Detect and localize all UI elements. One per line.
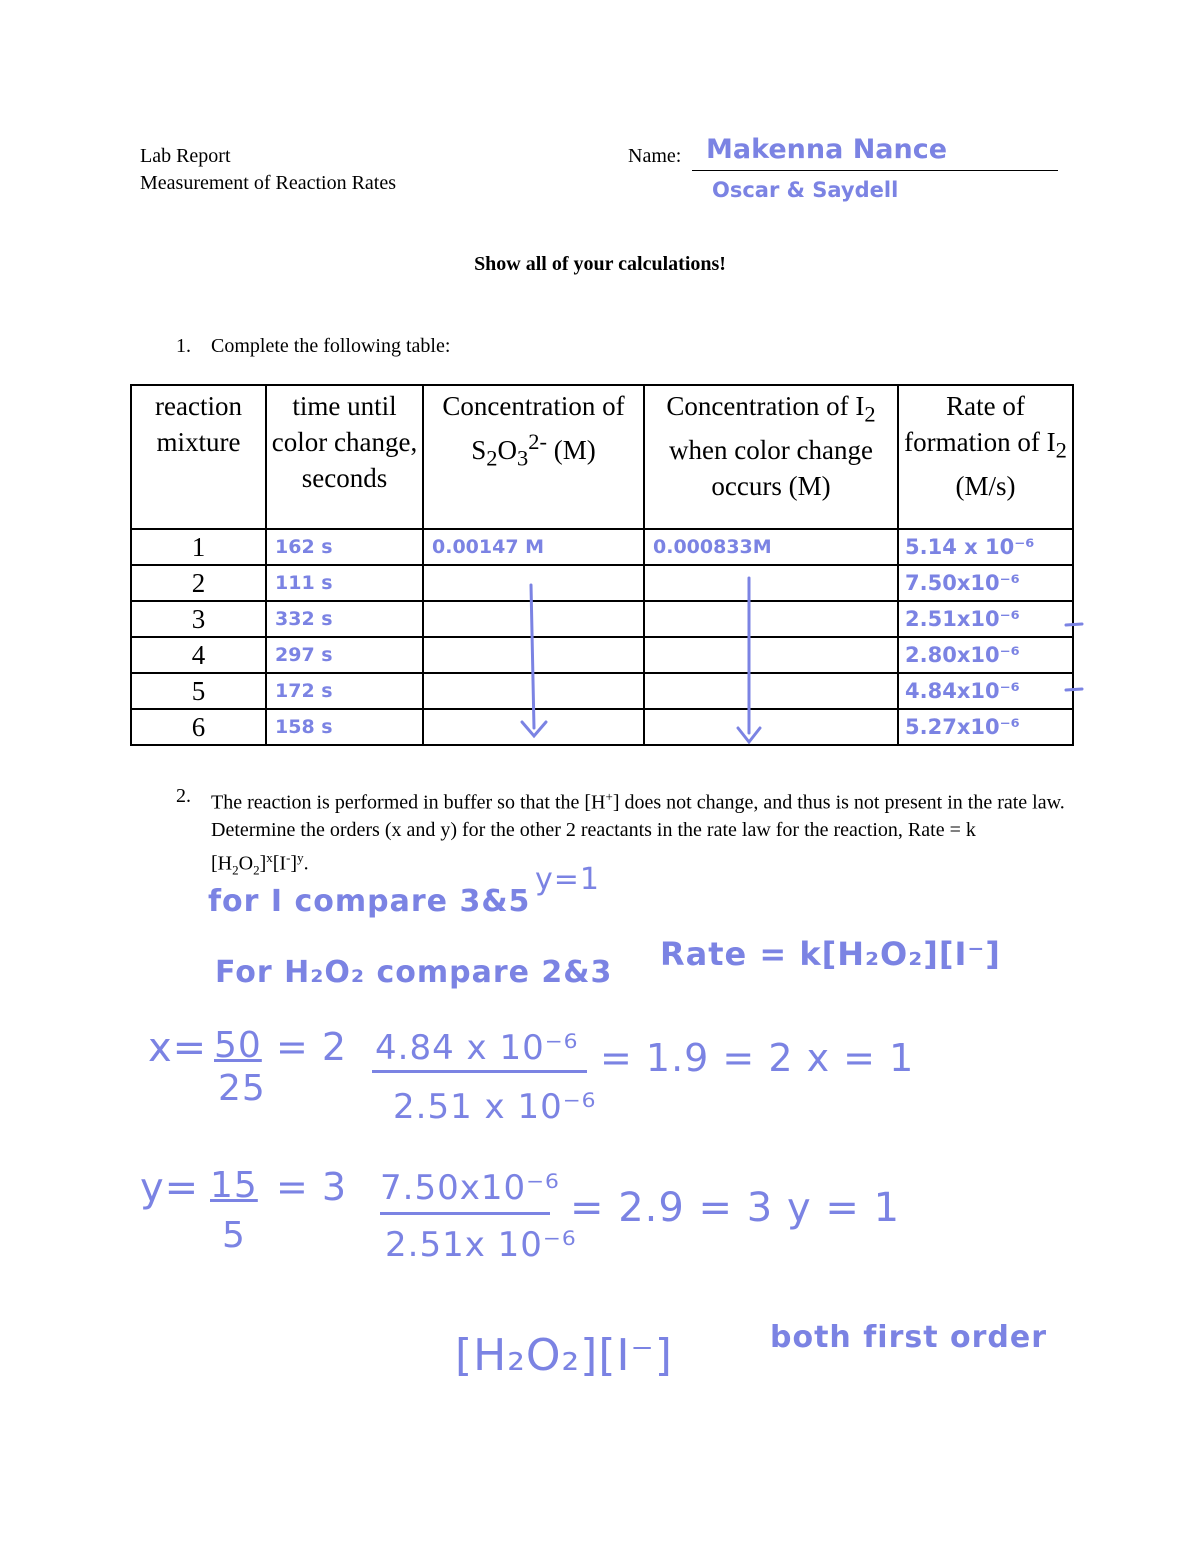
work-x-fraction-bar xyxy=(372,1070,587,1073)
question-1-number: 1. xyxy=(176,335,191,357)
header-reaction-mixture: reaction mixture xyxy=(131,385,266,529)
tick-mark xyxy=(1066,689,1082,690)
partner-names-handwritten: Oscar & Saydell xyxy=(712,178,899,202)
question-1-text: Complete the following table: xyxy=(211,335,451,357)
cell-rate: 5.14 x 10⁻⁶ xyxy=(898,529,1073,565)
work-y-ratio-den: 2.51x 10⁻⁶ xyxy=(385,1225,577,1265)
name-label: Name: xyxy=(628,145,682,167)
work-x-ratio-den: 2.51 x 10⁻⁶ xyxy=(393,1087,597,1127)
cell-rate: 7.50x10⁻⁶ xyxy=(898,565,1073,601)
work-final-rate-law: [H₂O₂][I⁻] xyxy=(455,1330,673,1381)
down-arrow-s2o3 xyxy=(531,585,534,728)
work-y-fraction-den: 5 xyxy=(222,1215,246,1256)
cell-mixture: 2 xyxy=(131,565,266,601)
header-thiosulfate-concentration: Concentration of $S_2O_3^{2-}$ (M) xyxy=(423,385,644,529)
work-y-label: y= xyxy=(140,1165,200,1211)
work-x-ratio-num: 4.84 x 10⁻⁶ xyxy=(375,1028,579,1068)
work-compare-i: for I compare 3&5 xyxy=(208,884,531,919)
work-x-fraction-den: 25 xyxy=(218,1068,266,1109)
lab-subtitle: Measurement of Reaction Rates xyxy=(140,172,397,194)
cell-rate: 2.51x10⁻⁶ xyxy=(898,601,1073,637)
work-final-order: both first order xyxy=(770,1320,1048,1355)
cell-time: 172 s xyxy=(266,673,423,709)
work-x-result: = 2 xyxy=(276,1025,348,1069)
cell-time: 297 s xyxy=(266,637,423,673)
cell-i2: 0.000833M xyxy=(644,529,898,565)
work-y-ratio-num: 7.50x10⁻⁶ xyxy=(380,1168,560,1208)
cell-time: 332 s xyxy=(266,601,423,637)
work-y-fraction-bar xyxy=(380,1212,550,1215)
cell-mixture: 4 xyxy=(131,637,266,673)
work-x-fraction-num: 50 xyxy=(214,1025,262,1066)
cell-mixture: 6 xyxy=(131,709,266,745)
student-name-handwritten: Makenna Nance xyxy=(706,134,948,165)
instruction-heading: Show all of your calculations! xyxy=(474,253,726,275)
work-compare-h2o2: For H₂O₂ compare 2&3 xyxy=(215,955,613,990)
cell-mixture: 1 xyxy=(131,529,266,565)
cell-rate: 5.27x10⁻⁶ xyxy=(898,709,1073,745)
work-y-conclusion: = 2.9 = 3 y = 1 xyxy=(570,1185,901,1231)
cell-mixture: 3 xyxy=(131,601,266,637)
work-y-result: = 3 xyxy=(276,1165,348,1209)
work-x-label: x= xyxy=(148,1025,208,1071)
work-y-fraction-num: 15 xyxy=(210,1165,258,1206)
cell-time: 111 s xyxy=(266,565,423,601)
header-rate-of-formation: Rate of formation of $I_2$ (M/s) xyxy=(898,385,1073,529)
work-y-equals-1: y=1 xyxy=(535,862,600,897)
question-2-number: 2. xyxy=(176,785,191,807)
cell-rate: 4.84x10⁻⁶ xyxy=(898,673,1073,709)
work-x-conclusion: = 1.9 = 2 x = 1 xyxy=(600,1036,915,1080)
tick-mark xyxy=(1066,624,1082,625)
cell-time: 158 s xyxy=(266,709,423,745)
cell-s2o3: 0.00147 M xyxy=(423,529,644,565)
header-iodine-concentration: Concentration of $I_2$ when color change occurs (M) xyxy=(644,385,898,529)
lab-report-title: Lab Report xyxy=(140,145,231,167)
cell-rate: 2.80x10⁻⁶ xyxy=(898,637,1073,673)
question-2-text: The reaction is performed in buffer so that the [H+] does not change, and thus is not present in the rate law. Determine the orders (x and y) for the other 2 reactants in the rate law for the reaction, Rate = k $[H_2O_2]^x[I^-]^y$. xyxy=(211,789,1065,878)
header-time: time until color change, seconds xyxy=(266,385,423,529)
cell-time: 162 s xyxy=(266,529,423,565)
work-rate-law: Rate = k[H₂O₂][I⁻] xyxy=(660,935,1001,973)
cell-mixture: 5 xyxy=(131,673,266,709)
